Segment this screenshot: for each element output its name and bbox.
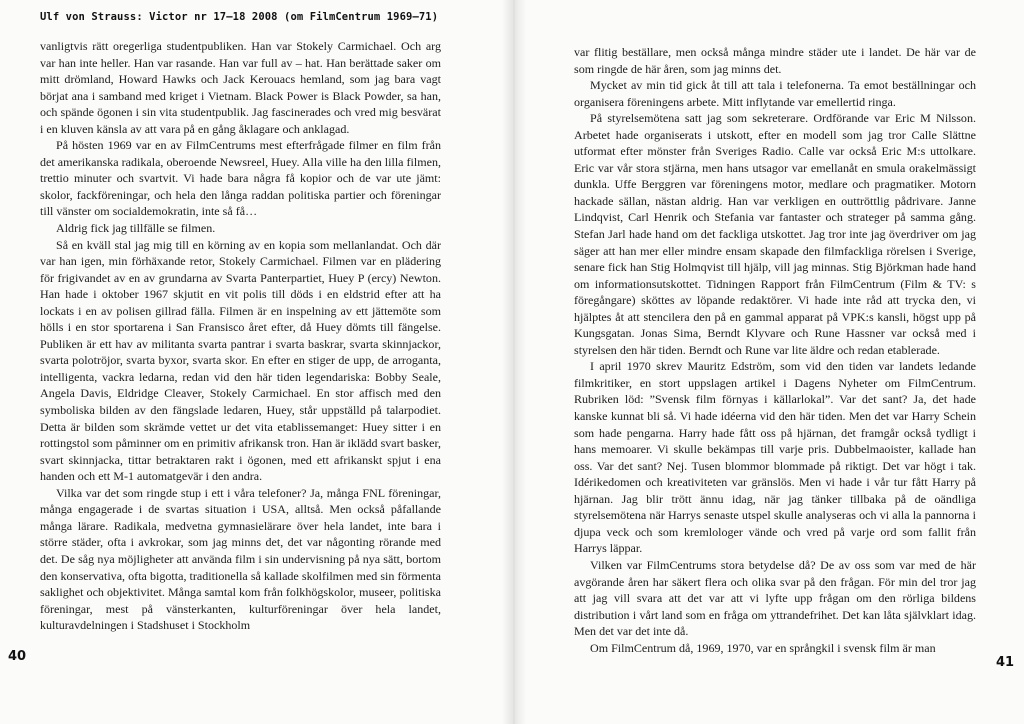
paragraph: På styrelsemötena satt jag som sekreterare. Ordförande var Eric M Nilsson. Arbetet hade organiserats i utskott, efter en modell som jag tror Calle Slättne utformat efter mönster från Sveriges Radio. Calle var också Eric M:s uttolkare. Eric var vår stora stjärna, men hans utsagor var emellanåt en smula orakelmässigt dunkla. Uffe Berggren var föreningens motor, medlare och pragmatiker. Motorn hackade sällan, nästan aldrig. Han var verkligen en outtröttlig pådrivare. Janne Lindqvist, Carl Henrik och Stefania var fantaster och strateger på samma gång. Stefan Jarl hade hand om det fackliga utskottet. Jag tror inte jag överdriver om jag säger att han mer eller mindre ensam skapade den filmfackliga rörelsen i Sverige, senare fick han Stig Holmqvist till hjälp, vill jag minnas. Stig Björkman hade hand om informationsutskottet. Tidningen Rapport från FilmCentrum (Film & TV: s föregångare) sköttes av löpande redaktörer. Vi hade inte råd att trycka den, vi hjälptes åt att stencilera den på en gammal apparat på VPK:s kansli, högst upp på Kungsgatan. Jonas Sima, Berndt Klyvare och Rune Hassner var också med i styrelsen den här tiden. Berndt och Rune var lite äldre och redan etablerade. bbox=[574, 111, 976, 357]
paragraph: Så en kväll stal jag mig till en körning av en kopia som mellanlandat. Och där var han igen, min förhäxande retor, Stokely Carmichael. Filmen var en plädering för frigivandet av en av grundarna av Svarta Panterpartiet, Huey P (ercy) Newton. Han hade i oktober 1967 skjutit en vit polis till döds i en eldstrid efter att ha lockats i en av polisen gillrad fälla. Filmen är en inspelning av ett jättemöte som hölls i en stor sportarena i San Fransisco året efter, då Huey dömts till fängelse. Publiken är ett hav av militanta svarta pantrar i svarta baskrar, svarta skinnjackor, svarta polotröjor, svarta byxor, svarta skor. En efter en stiger de upp, de arroganta, intelligenta, vackra ledarna, redan vid den här tiden legendariska: Bobby Seale, Angela Davis, Eldridge Cleaver, Stokely Carmichael. En stor affisch med den symboliska bilden av den fängslade ledaren, Huey, står uppställd på talarpodiet. Detta är bilden som skrämde vettet ur det vita etablissemanget: Huey sitter i en rottingstol som påminner om en primitiv afrikansk tron. Han är iklädd svart basker, svart skinnjacka, tittar betraktaren rakt i ögonen, med ett afrikanskt spjut i ena handen och ett M-1 automatgevär i den andra. bbox=[40, 237, 441, 484]
paragraph: Om FilmCentrum då, 1969, 1970, var en språngkil i svensk film är man bbox=[590, 640, 936, 655]
paragraph: Mycket av min tid gick åt till att tala i telefonerna. Ta emot beställningar och organisera föreningens arbete. Mitt inflytande var emellertid ringa. bbox=[574, 78, 976, 109]
page-number-right: 41 bbox=[996, 655, 1015, 670]
paragraph: vanligtvis rätt oregerliga studentpubliken. Han var Stokely Carmichael. Och arg var han inte heller. Han var rasande. Han var full av – hat. Han berättade saker om mitt drömland, Howard Hawks och Jack Kerouacs hemland, som jag bara vagt börjat ana i samband med kriget i Vietnam. Black Power is Black Powder, sa han, och spände ögonen i sin vita studentpublik. Jag fascinerades och vred mig besvärat i en kluven känsla av att vara på en gång åklagare och anklagad. bbox=[40, 39, 441, 136]
paragraph: Aldrig fick jag tillfälle se filmen. bbox=[56, 221, 216, 236]
paragraph: I april 1970 skrev Mauritz Edström, som vid den tiden var landets ledande filmkritiker, en stort uppslagen artikel i Dagens Nyheter om FilmCentrum. Rubriken löd: ”Svensk film förnyas i källarlokal”. Var det sant? Ja, det hade kanske kunnat bli så. Vi hade idéerna vid den här tiden. Men det var Harry Schein som hade pengarna. Harry hade fått oss på hjärnan, det framgår också tydligt i hans memoarer. Vi skulle bekämpas till varje pris. Dubbelmaoister, kallade han oss. Var det sant? Nej. Tusen blommor blommade på riktigt. Det var högt i tak. Idérikedomen och kreativiteten var gränslös. Men vi hade i vår tur fått Harry på hjärnan. Jag blir trött ännu idag, när jag tänker tillbaka på de oändliga styrelsemötena när Harrys senaste utspel skulle analyseras och vi alla la pannorna i djupa veck och som kremlologer vände och vred på varje ord som fallit från Harrys läppar. bbox=[574, 359, 976, 556]
page-number-left: 40 bbox=[8, 649, 27, 664]
paragraph: Vilken var FilmCentrums stora betydelse då? De av oss som var med de här avgörande åren har säkert flera och olika svar på den frågan. För min del tror jag att jag vill svara att det var att vi lyfte upp frågan om den rörliga bildens distribution i vårt land som en fråga om yttrandefrihet. Det kan låta självklart idag. Men det var det inte då. bbox=[574, 557, 976, 639]
right-page-text bbox=[574, 44, 976, 656]
paragraph: På hösten 1969 var en av FilmCentrums mest efterfrågade filmer en film från det amerikanska radikala, oberoende Newsreel, Huey. Alla ville ha den lilla filmen, trettio minuter och svartvit. Vi hade bara några få kopior och de var ute jämt: skolor, fackföreningar, och hela den långa raddan politiska partier och föreningar till vänster om socialdemokratin, inte så få… bbox=[40, 138, 441, 219]
left-page-text bbox=[40, 38, 441, 634]
paragraph: var flitig beställare, men också många mindre städer ute i landet. De här var de som ringde de här åren, som jag minns det. bbox=[574, 45, 976, 76]
paragraph: Vilka var det som ringde stup i ett i våra telefoner? Ja, många FNL föreningar, många engagerade i de svartas situation i USA, alltså. Men också påfallande många lärare. Radikala, medvetna gymnasielärare över hela landet, inte bara i större städer, ofta i avkrokar, som jag minns det, det var någonting rörande med det. De såg nya möjligheter att använda film i sin undervisning på nya sätt, bortom den konservativa, ofta bigotta, traditionella så kallade skolfilmen med sin förmenta saklighet och objektivitet. Många samtal kom från folkhögskolor, museer, politiska föreningar, mest på vänsterkanten, kulturföreningar över hela landet, kulturavdelningen i Stadshuset i Stockholm bbox=[40, 485, 441, 633]
book-gutter bbox=[502, 0, 526, 724]
running-header: Ulf von Strauss: Victor nr 17–18 2008 (om FilmCentrum 1969–71) bbox=[40, 11, 439, 23]
